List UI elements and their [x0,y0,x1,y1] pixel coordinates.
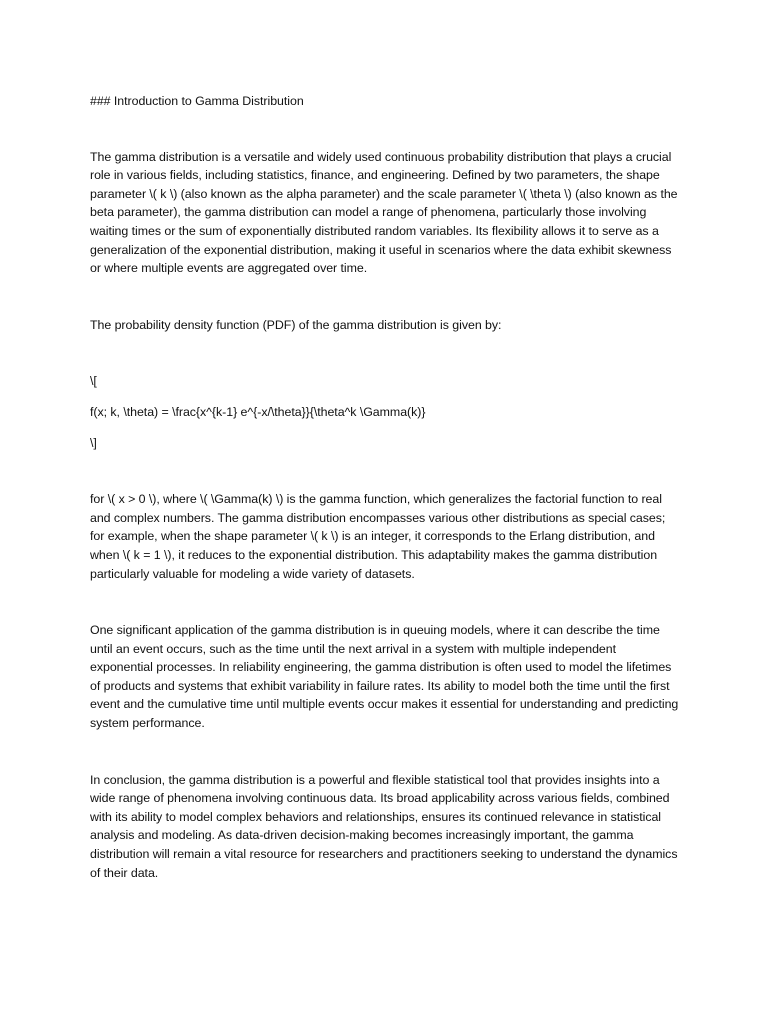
paragraph-pdf-intro: The probability density function (PDF) of the gamma distribution is given by: [90,317,502,332]
equation-open-delimiter: \[ [90,374,97,389]
paragraph-applications: One significant application of the gamma distribution is in queuing models, where it can describe the time until an event occurs, such as the time until the next arrival in a system with multiple independent exponential processes. In reliability engineering, the gamma distribution is often used to model the lifetimes of products and systems that exhibit variability in failure rates. Its ability to model both the time until the first event and the cumulative time until multiple events occur makes it essential for understanding and predicting system performance. [90,623,679,731]
paragraph-introduction: The gamma distribution is a versatile and widely used continuous probability distribution that plays a crucial role in various fields, including statistics, finance, and engineering. Defined by two parameters, the shape parameter \( k \) (also known as the alpha parameter) and the scale parameter \( \theta \) (also known as the beta parameter), the gamma distribution can model a range of phenomena, particularly those involving waiting times or the sum of exponentially distributed random variables. Its flexibility allows it to serve as a generalization of the exponential distribution, making it useful in scenarios where the data exhibit skewness or where multiple events are aggregated over time. [90,149,678,276]
paragraph-gamma-function: for \( x > 0 \), where \( \Gamma(k) \) is the gamma function, which generalizes the factorial function to real and complex numbers. The gamma distribution encompasses various other distributions as special cases; for example, when the shape parameter \( k \) is an integer, it corresponds to the Erlang distribution, and when \( k = 1 \), it reduces to the exponential distribution. This adaptability makes the gamma distribution particularly valuable for modeling a wide variety of datasets. [90,492,666,581]
equation-close-delimiter: \] [90,435,97,450]
document-body [90,92,680,882]
paragraph-conclusion: In conclusion, the gamma distribution is a powerful and flexible statistical tool that provides insights into a wide range of phenomena involving continuous data. Its broad applicability across various fields, combined with its ability to model complex behaviors and relationships, ensures its continued relevance in statistical analysis and modeling. As data-driven decision-making becomes increasingly important, the gamma distribution will remain a vital resource for researchers and practitioners seeking to understand the dynamics of their data. [90,772,678,880]
equation-pdf: f(x; k, \theta) = \frac{x^{k-1} e^{-x/\theta}}{\theta^k \Gamma(k)} [90,404,426,419]
document-heading: ### Introduction to Gamma Distribution [90,94,304,108]
